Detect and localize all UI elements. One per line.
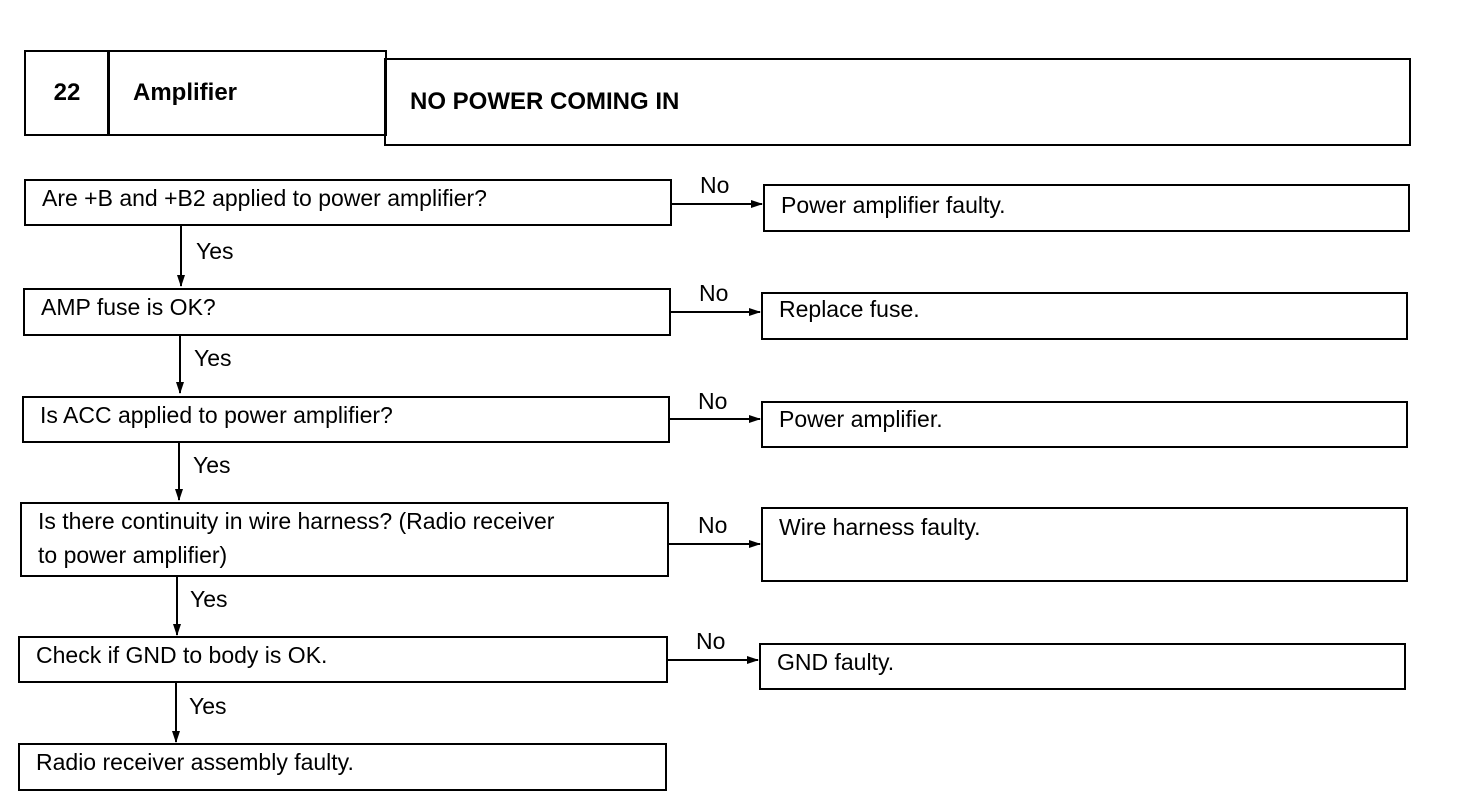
yes-label-1: Yes	[196, 238, 234, 264]
question-box-2	[23, 288, 671, 336]
question-text-5: Check if GND to body is OK.	[36, 642, 328, 668]
result-box-4	[761, 507, 1408, 582]
result-box-1	[763, 184, 1410, 232]
final-result-text: Radio receiver assembly faulty.	[36, 749, 354, 775]
header-symptom: NO POWER COMING IN	[410, 88, 680, 115]
question-box-1	[24, 179, 672, 226]
result-text-3: Power amplifier.	[779, 406, 943, 432]
question-text-4a: Is there continuity in wire harness? (Radio receiver	[38, 508, 555, 534]
no-label-2: No	[699, 280, 729, 306]
result-box-2	[761, 292, 1408, 340]
no-label-4: No	[698, 512, 728, 538]
yes-label-2: Yes	[194, 345, 232, 371]
result-box-3	[761, 401, 1408, 448]
yes-label-5: Yes	[189, 693, 227, 719]
question-box-5	[18, 636, 668, 683]
no-label-5: No	[696, 628, 726, 654]
result-text-5: GND faulty.	[777, 649, 895, 675]
question-text-4b: to power amplifier)	[38, 542, 228, 568]
question-text-1: Are +B and +B2 applied to power amplifier?	[42, 185, 487, 211]
result-text-2: Replace fuse.	[779, 296, 920, 322]
result-text-1: Power amplifier faulty.	[781, 192, 1006, 218]
question-box-3	[22, 396, 670, 443]
header-number: 22	[53, 79, 81, 106]
final-result-box	[18, 743, 667, 791]
no-label-3: No	[698, 388, 728, 414]
header-component: Amplifier	[133, 79, 238, 106]
question-box-4	[20, 502, 669, 577]
yes-label-4: Yes	[190, 586, 228, 612]
question-text-3: Is ACC applied to power amplifier?	[40, 402, 393, 428]
result-text-4: Wire harness faulty.	[779, 514, 981, 540]
yes-label-3: Yes	[193, 452, 231, 478]
result-box-5	[759, 643, 1406, 690]
question-text-2: AMP fuse is OK?	[41, 294, 216, 320]
no-label-1: No	[700, 172, 730, 198]
